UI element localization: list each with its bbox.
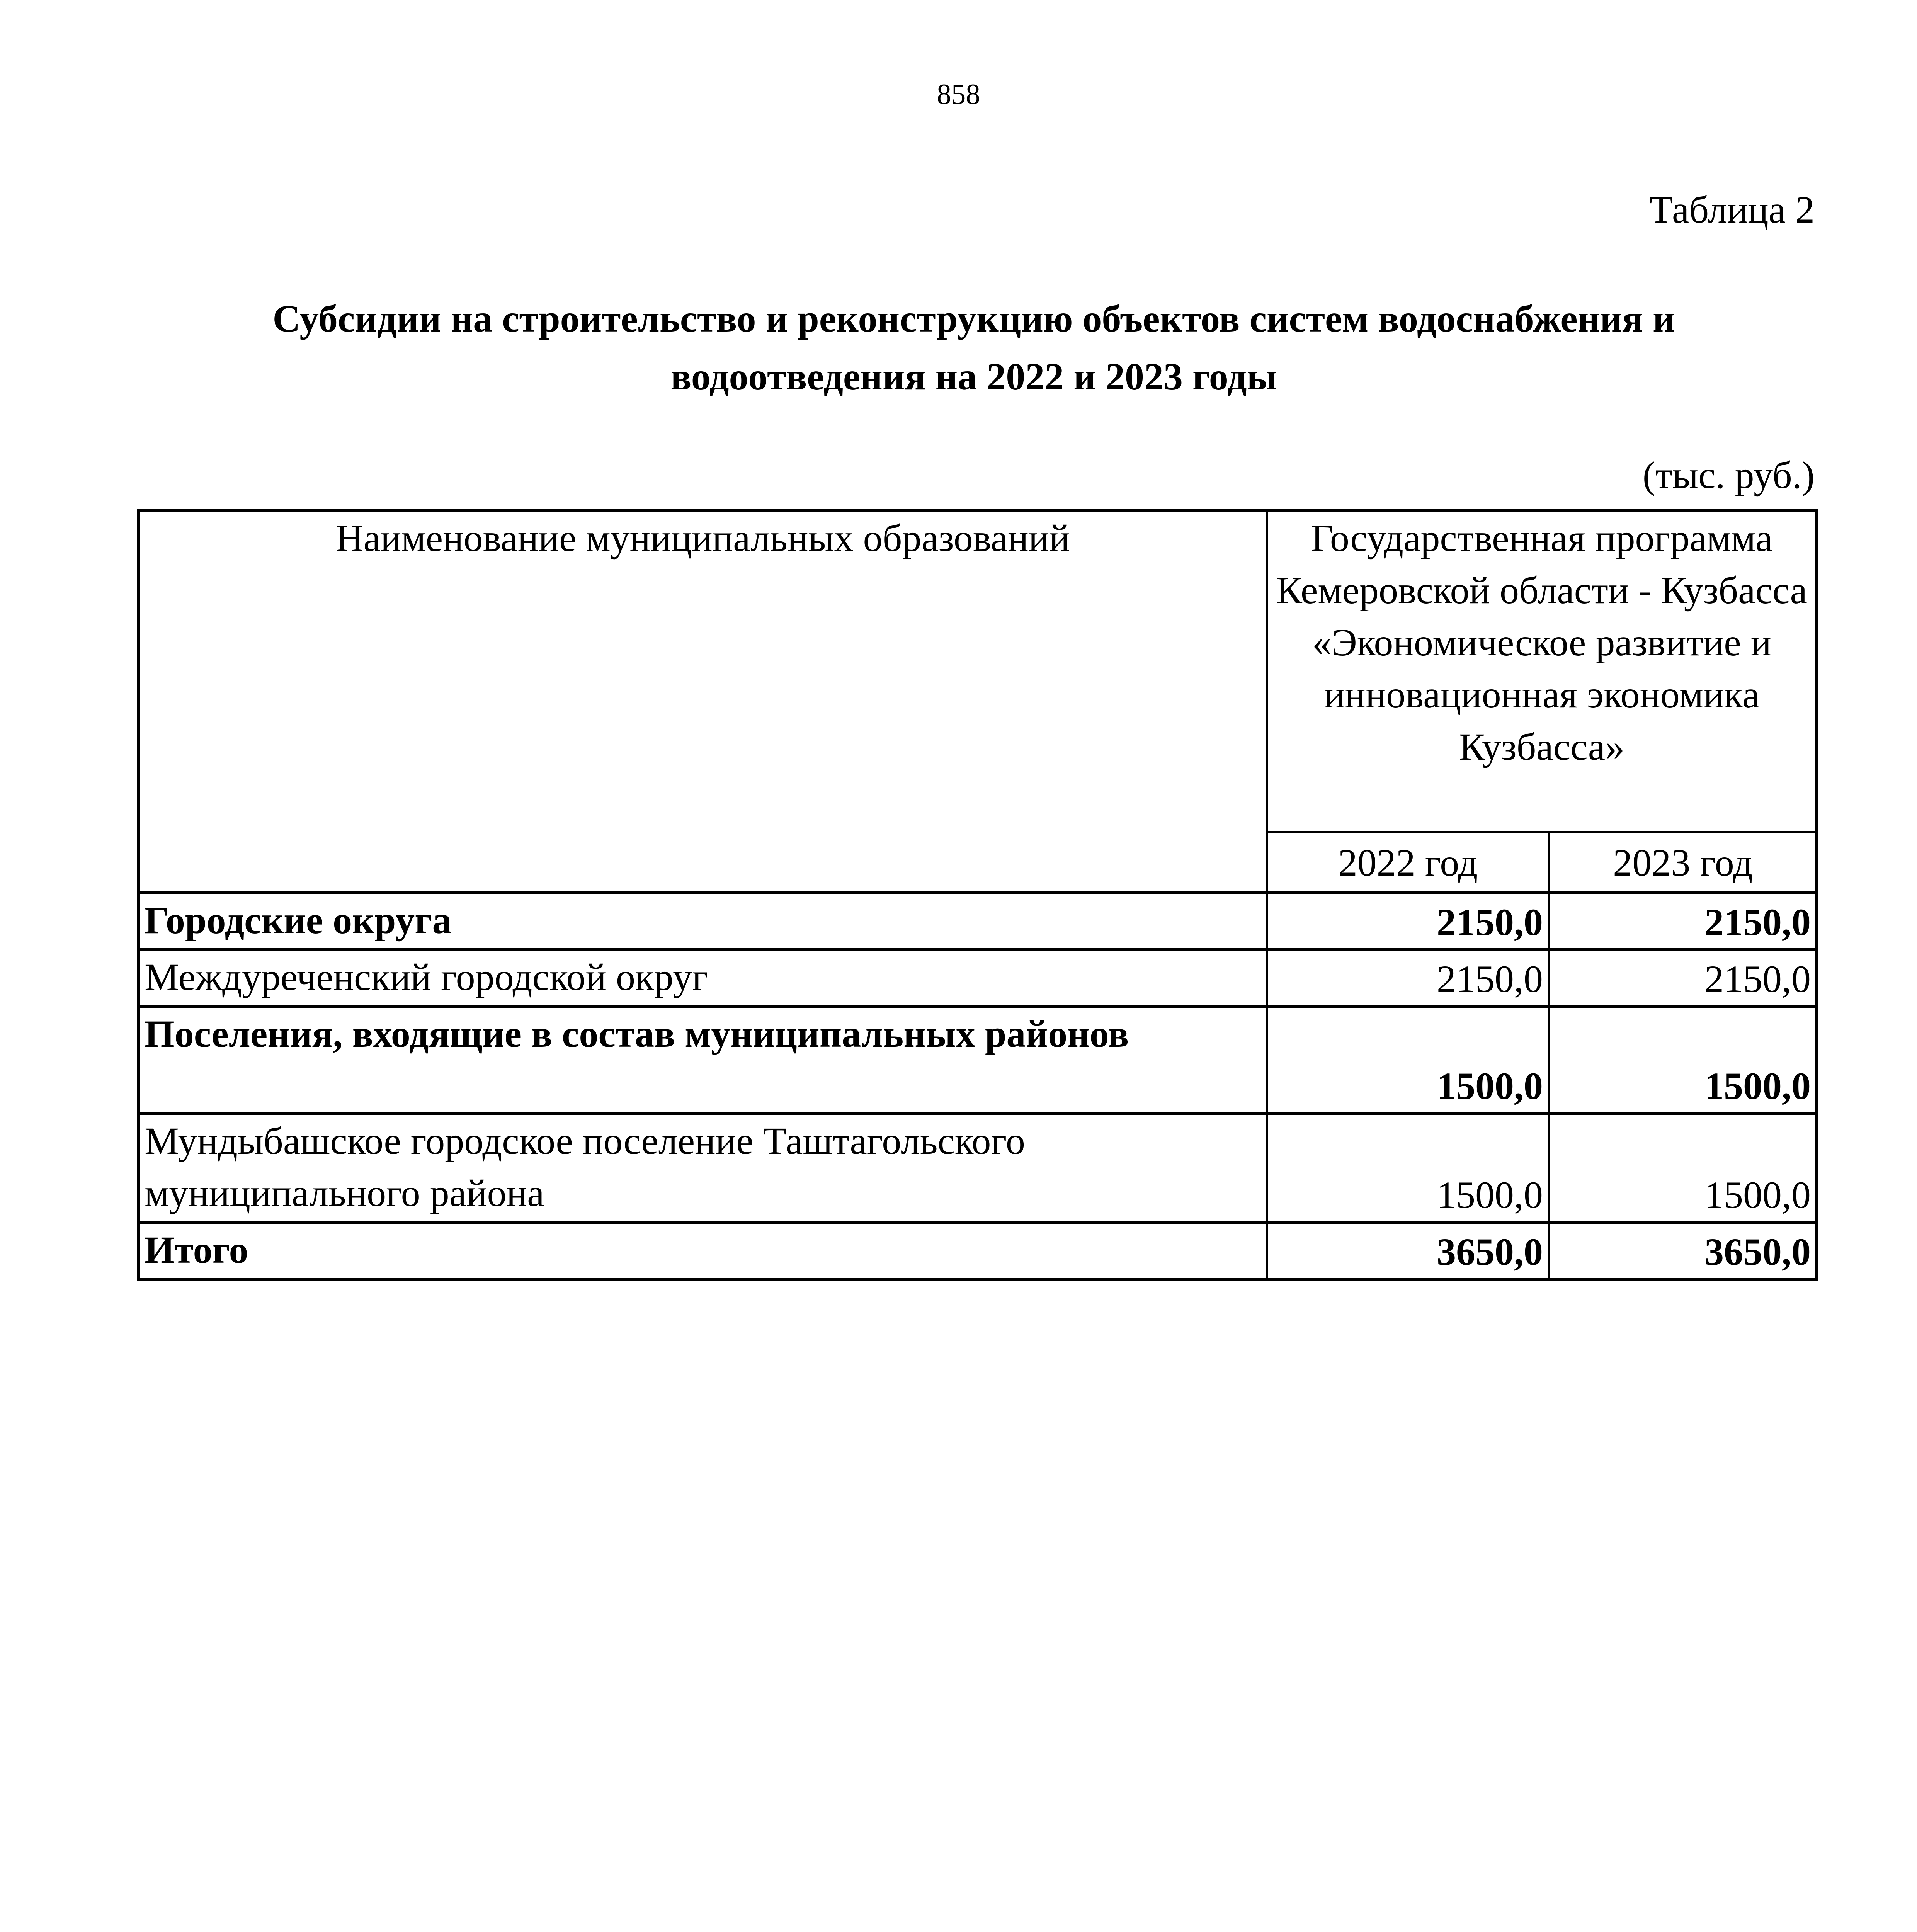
row-value-2023: 1500,0 xyxy=(1549,1007,1817,1114)
row-value-2022: 2150,0 xyxy=(1267,950,1549,1007)
row-name: Итого xyxy=(139,1223,1267,1279)
row-name: Мундыбашское городское поселение Таштагольского муниципального района xyxy=(139,1114,1267,1223)
row-value-2022: 1500,0 xyxy=(1267,1007,1549,1114)
header-municipality-name: Наименование муниципальных образований xyxy=(139,511,1267,893)
units-label: (тыс. руб.) xyxy=(1642,454,1815,497)
header-year-2023: 2023 год xyxy=(1549,832,1817,893)
subsidy-table xyxy=(137,509,1818,1281)
table-row-settlements xyxy=(139,1007,1817,1114)
header-state-program: Государственная программа Кемеровской области - Кузбасса «Экономическое развитие и инновационная экономика Кузбасса» xyxy=(1267,511,1817,832)
document-title: Субсидии на строительство и реконструкцию объектов систем водоснабжения и водоотведения на 2022 и 2023 годы xyxy=(272,297,1675,398)
row-value-2023: 3650,0 xyxy=(1549,1223,1817,1279)
table-row-urban-districts xyxy=(139,893,1817,950)
table-label: Таблица 2 xyxy=(1649,188,1815,231)
row-value-2023: 2150,0 xyxy=(1549,893,1817,950)
table-row-mundybash xyxy=(139,1114,1817,1223)
row-value-2023: 2150,0 xyxy=(1549,950,1817,1007)
row-name: Поселения, входящие в состав муниципальных районов xyxy=(139,1007,1267,1114)
header-year-2022: 2022 год xyxy=(1267,832,1549,893)
row-value-2022: 2150,0 xyxy=(1267,893,1549,950)
row-name: Городские округа xyxy=(139,893,1267,950)
row-name: Междуреченский городской округ xyxy=(139,950,1267,1007)
row-value-2022: 1500,0 xyxy=(1267,1114,1549,1223)
row-value-2023: 1500,0 xyxy=(1549,1114,1817,1223)
row-value-2022: 3650,0 xyxy=(1267,1223,1549,1279)
table-row-total xyxy=(139,1223,1817,1279)
page-number: 858 xyxy=(937,78,980,111)
table-row-mezhdurechensky xyxy=(139,950,1817,1007)
